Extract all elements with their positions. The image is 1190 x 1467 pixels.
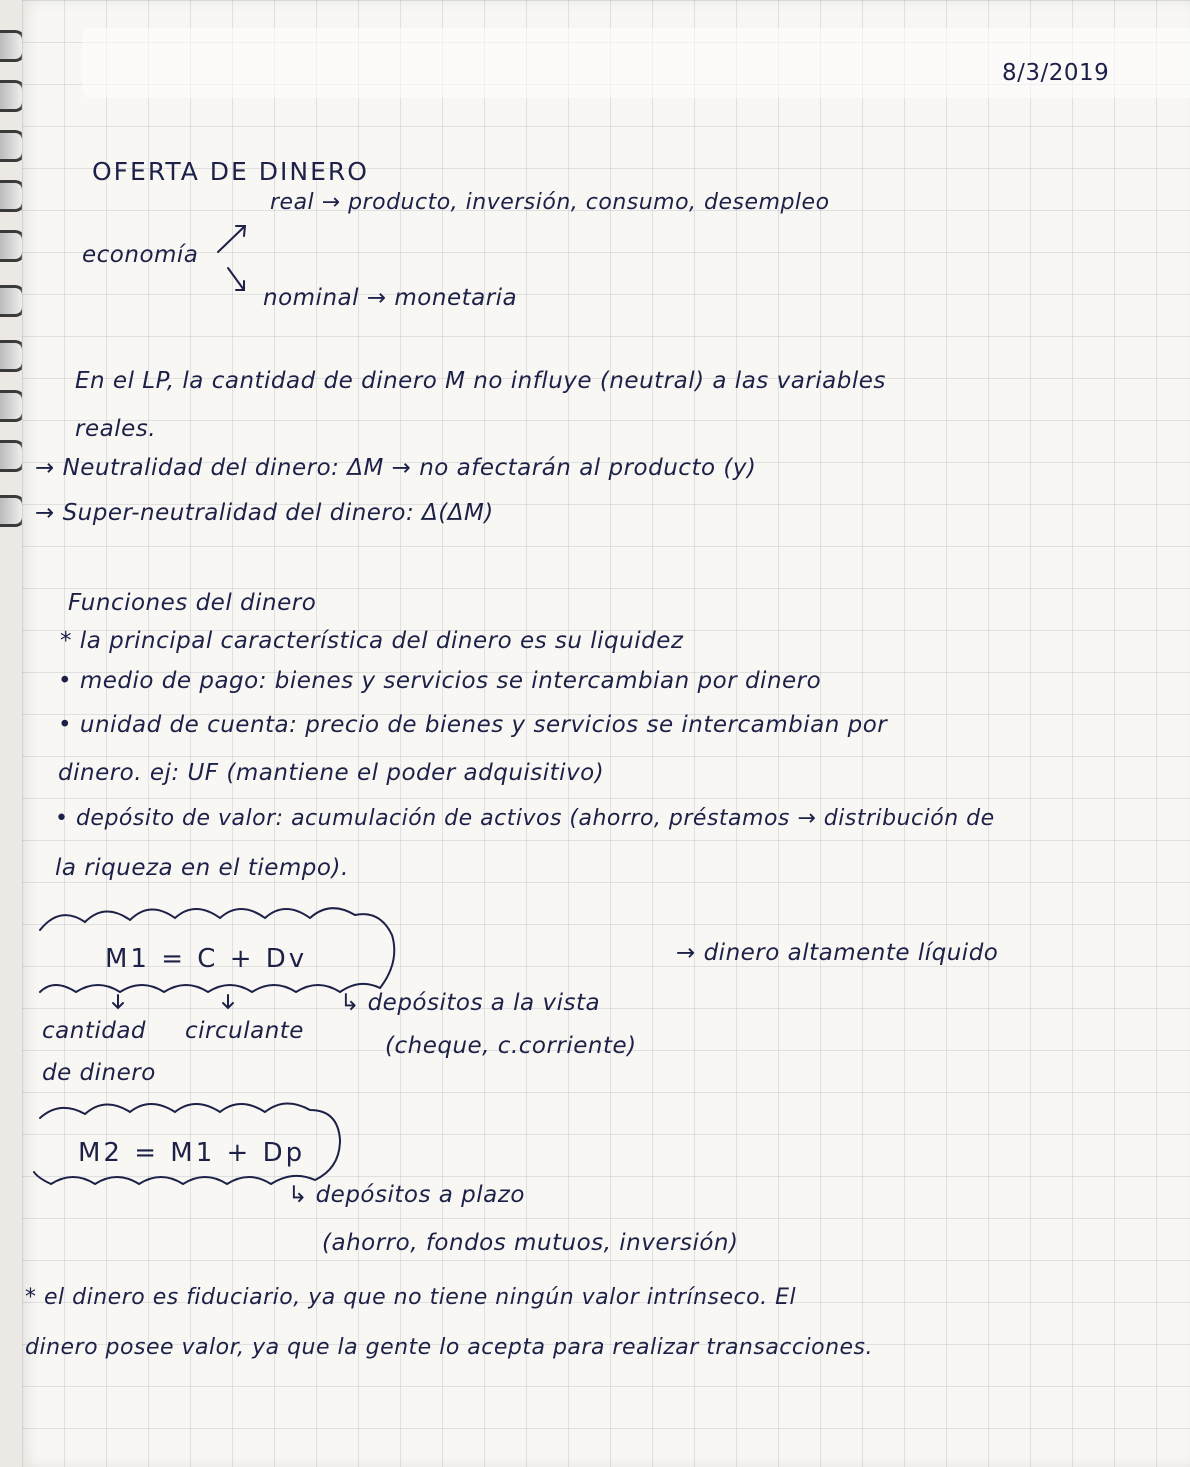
- m2-formula: M2 = M1 + Dp: [78, 1138, 306, 1168]
- page-title: OFERTA DE DINERO: [92, 157, 369, 186]
- funcion-unidad-2: dinero. ej: UF (mantiene el poder adquisitivo): [58, 760, 605, 786]
- m1-vista-1: ↳ depósitos a la vista: [340, 990, 601, 1016]
- fiduciario-line-2: dinero posee valor, ya que la gente lo acepta para realizar transacciones.: [25, 1335, 874, 1360]
- arrow-down-icon: [223, 995, 233, 1008]
- funcion-deposito-1: • depósito de valor: acumulación de activos (ahorro, préstamos → distribución de: [55, 806, 995, 831]
- funcion-unidad-1: • unidad de cuenta: precio de bienes y servicios se intercambian por: [58, 712, 888, 738]
- date: 8/3/2019: [1002, 60, 1110, 86]
- m1-vista-2: (cheque, c.corriente): [385, 1033, 637, 1059]
- m1-note: → dinero altamente líquido: [676, 940, 999, 966]
- arrow-down-icon: [113, 995, 123, 1008]
- fiduciario-line-1: * el dinero es fiduciario, ya que no tiene ningún valor intrínseco. El: [25, 1285, 797, 1310]
- funciones-star: * la principal característica del dinero es su liquidez: [60, 628, 684, 654]
- m1-circulante: circulante: [185, 1018, 304, 1044]
- funciones-heading: Funciones del dinero: [68, 590, 317, 616]
- m1-cantidad-1: cantidad: [42, 1018, 147, 1044]
- lp-line-2: reales.: [75, 416, 157, 442]
- funcion-medio: • medio de pago: bienes y servicios se intercambian por dinero: [58, 668, 822, 694]
- economia-nominal: nominal → monetaria: [263, 285, 518, 311]
- m1-formula: M1 = C + Dv: [105, 944, 308, 974]
- neutralidad-line: → Neutralidad del dinero: ΔM → no afectarán al producto (y): [35, 455, 757, 481]
- lp-line-1: En el LP, la cantidad de dinero M no influye (neutral) a las variables: [75, 368, 886, 394]
- arrow-up-right-icon: [218, 226, 245, 252]
- m2-plazo-2: (ahorro, fondos mutuos, inversión): [322, 1230, 739, 1256]
- economia-label: economía: [82, 242, 199, 268]
- super-neutralidad-line: → Super-neutralidad del dinero: Δ(ΔM): [35, 500, 494, 526]
- arrow-down-right-icon: [228, 268, 244, 290]
- funcion-deposito-2: la riqueza en el tiempo).: [55, 855, 349, 881]
- economia-real: real → producto, inversión, consumo, desempleo: [270, 190, 830, 215]
- m1-cantidad-2: de dinero: [42, 1060, 156, 1086]
- m2-plazo-1: ↳ depósitos a plazo: [288, 1182, 525, 1208]
